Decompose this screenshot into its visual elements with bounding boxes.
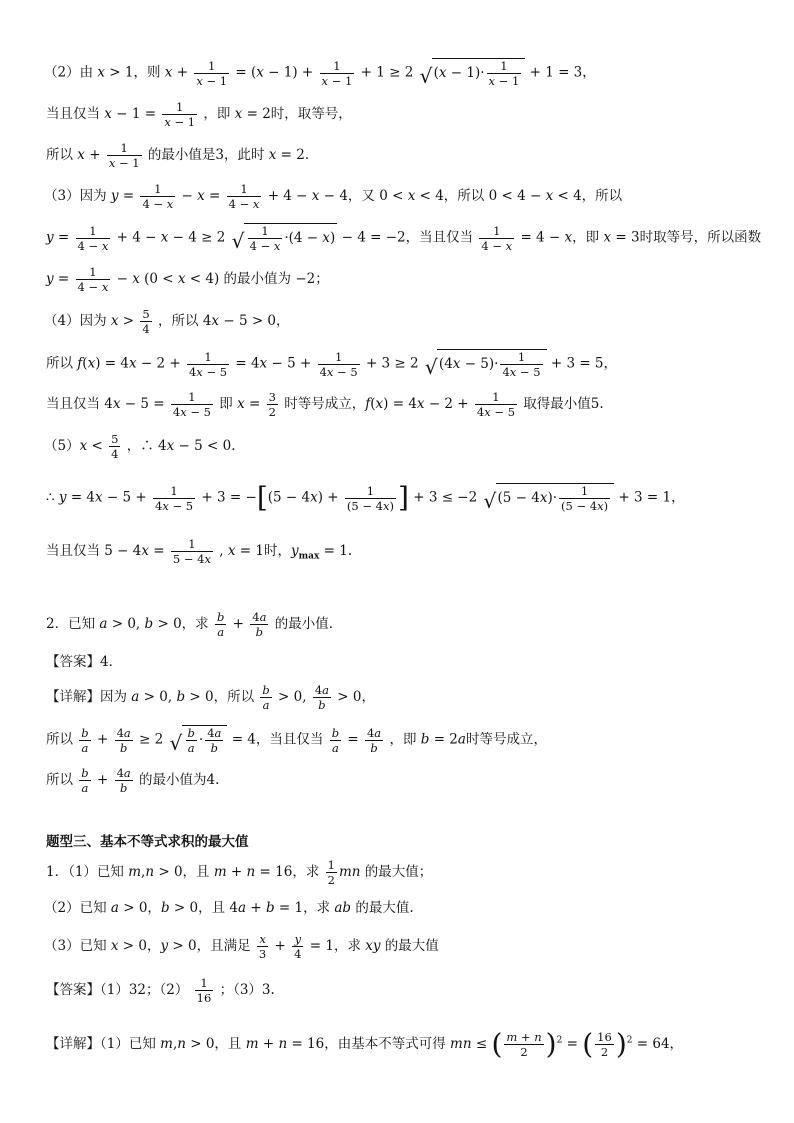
detail-2-line-1: 【详解】因为 a > 0, b > 0，所以 $\frac{b}{a}$ > 0, $\frac{4a}{b}$ > 0， [46, 683, 375, 712]
solution-part-5-line-1: （5）x < $\frac{5}{4}$ ，∴ 4x − 5 < 0. [44, 432, 236, 461]
problem-1-part-2: （2）已知 a > 0，b > 0，且 4a + b = 1，求 ab 的最大值. [44, 900, 414, 916]
solution-part-4-line-3: 当且仅当 4x − 5 = $\frac{1}{4x - 5}$ 即 x = $\frac{3}{2}$ 时等号成立，f(x) = 4x − 2 + $\frac{1}{4x - 5}$ 取得最小值5. [46, 390, 604, 419]
solution-part-3-line-1: （3）因为 y = $\frac{1}{4 - x}$ − x = $\frac{1}{4 - x}$ + 4 − x − 4，又 0 < x < 4，所以 0 < 4 − x < 4，所以 [44, 182, 623, 211]
solution-part-5-line-3: 当且仅当 5 − 4x = $\frac{1}{5 - 4x}$ , x = 1时，$y_{max} = 1$. [46, 537, 353, 566]
solution-part-4-line-1: （4）因为 x > $\frac{5}{4}$ ，所以 4x − 5 > 0， [44, 307, 290, 336]
detail-3-line-1: 【详解】（1）已知 m,n > 0，且 m + n = 16，由基本不等式可得 mn ≤ ( $\frac{m + n}{2}$ )$^2$ = ( $\frac{16}{2}$ )$^2$ = 64， [46, 1027, 684, 1061]
problem-1-part-3: （3）已知 x > 0，y > 0，且满足 $\frac{x}{3}$ + $\frac{y}{4}$ = 1，求 xy 的最大值 [44, 932, 439, 961]
solution-part-2-line-2: 当且仅当 x − 1 = $\frac{1}{x - 1}$ ，即 x = 2时，取等号， [46, 100, 352, 129]
solution-part-2-line-1: （2）由 x > 1，则 x + $\frac{1}{x - 1}$ = (x − 1) + $\frac{1}{x - 1}$ + 1 ≥ 2 √ (x − 1)· $\frac{1}{x - 1}$ + 1 = 3， [44, 58, 764, 88]
question-2: 2．已知 a > 0, b > 0，求 $\frac{b}{a}$ + $\frac{4a}{b}$ 的最小值． [46, 610, 343, 639]
solution-part-3-line-3: y = $\frac{1}{4 - x}$ − x (0 < x < 4) 的最小值为 −2； [46, 265, 329, 294]
answer-3: 【答案】（1）32；（2） $\frac{1}{16}$ ；（3）3. [46, 976, 275, 1005]
solution-part-5-line-2: ∴ y = 4x − 5 + $\frac{1}{4x - 5}$ + 3 = −[(5 − 4x) + $\frac{1}{(5 - 4x)}$ ] + 3 ≤ −2 √ (5 − 4x)· $\frac{1}{(5 - 4x)}$ + 3 = 1， [46, 483, 764, 513]
detail-2-line-2: 所以 $\frac{b}{a}$ + $\frac{4a}{b}$ ≥ 2 √ $\frac{b}{a}$ · $\frac{4a}{b}$ = 4，当且仅当 $\frac{b}{a}$ = $\frac{4a}{b}$ ，即 b = 2a时等号成立， [46, 725, 764, 755]
answer-2: 【答案】4． [46, 654, 123, 670]
solution-part-4-line-2: 所以 f(x) = 4x − 2 + $\frac{1}{4x - 5}$ = 4x − 5 + $\frac{1}{4x - 5}$ + 3 ≥ 2 √ (4x − 5)· $\frac{1}{4x - 5}$ + 3 = 5， [46, 349, 764, 379]
solution-part-3-line-2: y = $\frac{1}{4 - x}$ + 4 − x − 4 ≥ 2 √ $\frac{1}{4 - x}$ ·(4 − x) − 4 = −2，当且仅当 $\frac{1}{4 - x}$ = 4 − x，即 x = 3时取等号，所以函数 [46, 223, 764, 253]
problem-1-part-1: 1．（1）已知 m,n > 0，且 m + n = 16，求 $\frac{1}{2}$ mn 的最大值； [46, 858, 433, 887]
section-heading: 题型三、基本不等式求积的最大值 [46, 834, 249, 850]
detail-2-line-3: 所以 $\frac{b}{a}$ + $\frac{4a}{b}$ 的最小值为4. [46, 766, 220, 795]
solution-part-2-line-3: 所以 x + $\frac{1}{x - 1}$ 的最小值是3，此时 x = 2. [46, 141, 310, 170]
